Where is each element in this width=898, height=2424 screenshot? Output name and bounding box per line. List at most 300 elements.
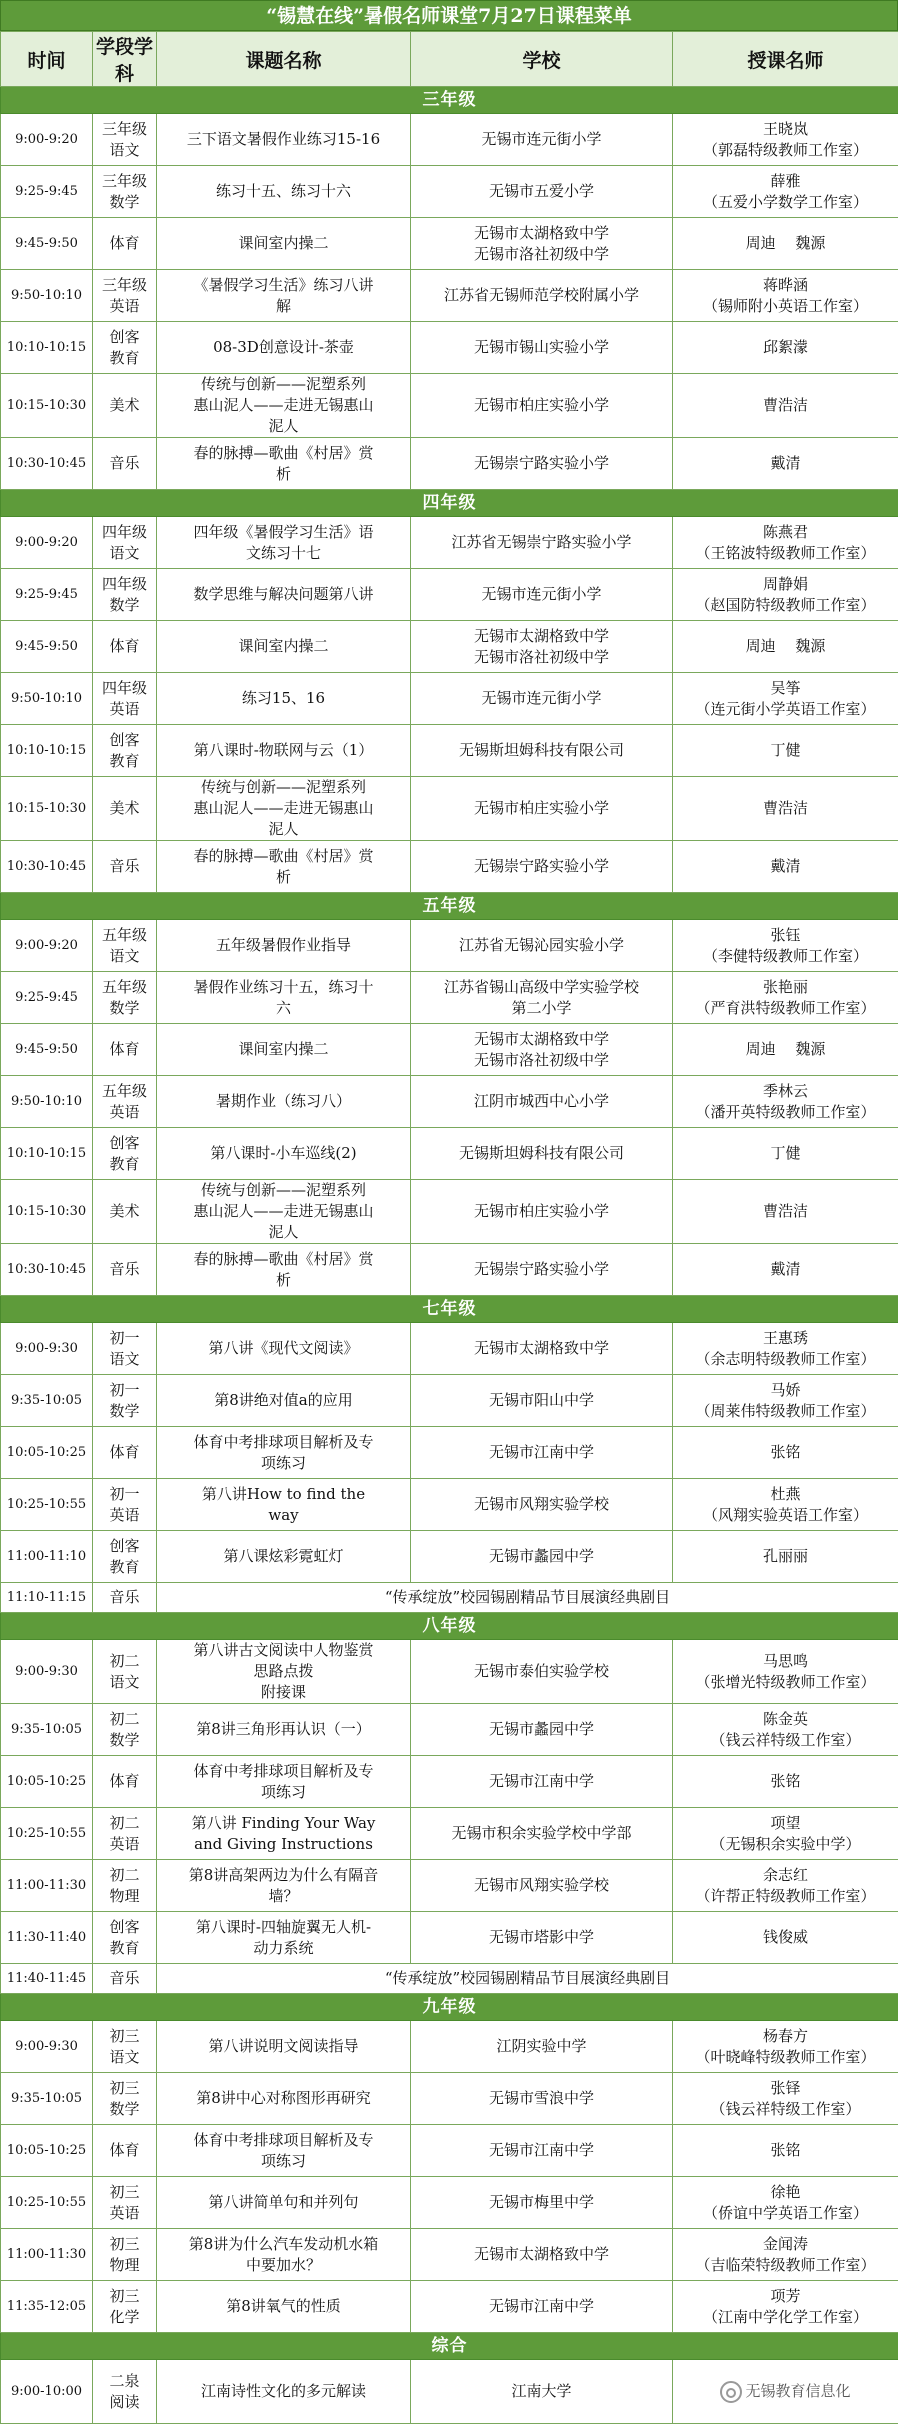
teacher-cell: [673, 1860, 898, 1912]
course-line: 课间室内操二: [165, 636, 402, 657]
teacher-cell: [673, 1375, 898, 1427]
course-line: 第八讲简单句和并列句: [165, 2192, 402, 2213]
course-line: 析: [165, 1270, 402, 1291]
course-line: 第8讲中心对称图形再研究: [165, 2088, 402, 2109]
teacher-line: （严育洪特级教师工作室）: [675, 998, 896, 1019]
school-cell: [411, 1128, 673, 1180]
course-cell: [157, 1531, 411, 1583]
time-cell: 10:15-10:30: [1, 777, 93, 841]
table-row: [1, 1964, 898, 1994]
course-line: and Giving Instructions: [165, 1834, 402, 1855]
subject-line: 数学: [95, 1730, 154, 1751]
course-cell: [157, 777, 411, 841]
teacher-line: 邱絮濛: [675, 337, 896, 358]
school-line: 无锡市洛社初级中学: [413, 647, 670, 668]
subject-cell: [93, 1640, 157, 1704]
subject-cell: [93, 218, 157, 270]
subject-line: 三年级: [95, 275, 154, 296]
table-row: [1, 1479, 898, 1531]
school-cell: [411, 569, 673, 621]
subject-line: 五年级: [95, 925, 154, 946]
teacher-cell: [673, 322, 898, 374]
course-cell: [157, 841, 411, 893]
school-line: 无锡市连元街小学: [413, 584, 670, 605]
subject-line: 英语: [95, 699, 154, 720]
table-row: [1, 1323, 898, 1375]
teacher-line: 周迪 魏源: [675, 636, 896, 657]
course-cell: [157, 1323, 411, 1375]
course-cell: [157, 673, 411, 725]
subject-line: 数学: [95, 595, 154, 616]
course-line: 暑期作业（练习八）: [165, 1091, 402, 1112]
teacher-cell: [673, 2229, 898, 2281]
teacher-cell: [673, 2021, 898, 2073]
subject-cell: [93, 777, 157, 841]
teacher-line: （侨谊中学英语工作室）: [675, 2203, 896, 2224]
school-line: 无锡崇宁路实验小学: [413, 856, 670, 877]
grade-section-title: 七年级: [1, 1296, 898, 1323]
school-line: 无锡市江南中学: [413, 2140, 670, 2161]
subject-line: 体育: [95, 2140, 154, 2161]
table-row: [1, 2281, 898, 2333]
course-cell: [157, 1756, 411, 1808]
course-line: 练习十五、练习十六: [165, 181, 402, 202]
subject-cell: [93, 2073, 157, 2125]
subject-line: 三年级: [95, 171, 154, 192]
course-line: 附接课: [165, 1682, 402, 1703]
course-line: 第八讲古文阅读中人物鉴赏: [165, 1640, 402, 1661]
school-cell: [411, 777, 673, 841]
teacher-line: 余志红: [675, 1865, 896, 1886]
teacher-cell: [673, 374, 898, 438]
teacher-line: （许帮正特级教师工作室）: [675, 1886, 896, 1907]
teacher-line: 孔丽丽: [675, 1546, 896, 1567]
teacher-cell: [673, 1704, 898, 1756]
school-line: 无锡斯坦姆科技有限公司: [413, 1143, 670, 1164]
table-row: [1, 1375, 898, 1427]
course-cell: [157, 2021, 411, 2073]
school-cell: [411, 1479, 673, 1531]
school-line: 无锡市洛社初级中学: [413, 1050, 670, 1071]
school-line: 无锡市连元街小学: [413, 129, 670, 150]
time-cell: 10:30-10:45: [1, 1244, 93, 1296]
teacher-line: （周莱伟特级教师工作室）: [675, 1401, 896, 1422]
school-cell: [411, 2229, 673, 2281]
schedule-body: [1, 87, 898, 2424]
teacher-line: 张艳丽: [675, 977, 896, 998]
time-cell: 10:15-10:30: [1, 1180, 93, 1244]
school-line: 江南大学: [413, 2381, 670, 2402]
course-line: 思路点拨: [165, 1661, 402, 1682]
time-cell: 10:05-10:25: [1, 2125, 93, 2177]
time-cell: 11:35-12:05: [1, 2281, 93, 2333]
teacher-line: 曹浩洁: [675, 395, 896, 416]
course-line: 文练习十七: [165, 543, 402, 564]
school-cell: [411, 1640, 673, 1704]
subject-cell: [93, 1912, 157, 1964]
subject-line: 教育: [95, 1938, 154, 1959]
course-line: 传统与创新——泥塑系列: [165, 777, 402, 798]
teacher-cell: [673, 1912, 898, 1964]
table-row: [1, 270, 898, 322]
time-cell: 9:00-9:30: [1, 1640, 93, 1704]
time-cell: 10:25-10:55: [1, 2177, 93, 2229]
time-cell: 9:45-9:50: [1, 218, 93, 270]
teacher-line: 钱俊威: [675, 1927, 896, 1948]
grade-section-title: 四年级: [1, 490, 898, 517]
table-row: [1, 2125, 898, 2177]
subject-cell: [93, 1427, 157, 1479]
teacher-line: 曹浩洁: [675, 798, 896, 819]
subject-line: 初二: [95, 1651, 154, 1672]
subject-line: 物理: [95, 1886, 154, 1907]
subject-cell: [93, 322, 157, 374]
course-line: 第8讲高架两边为什么有隔音: [165, 1865, 402, 1886]
school-line: 无锡市积余实验学校中学部: [413, 1823, 670, 1844]
teacher-line: （吉临荣特级教师工作室）: [675, 2255, 896, 2276]
teacher-line: 薛雅: [675, 171, 896, 192]
course-cell: [157, 1912, 411, 1964]
subject-line: 体育: [95, 1771, 154, 1792]
header-subject: 学段学科: [93, 32, 157, 87]
course-line: way: [165, 1505, 402, 1526]
teacher-cell: [673, 114, 898, 166]
teacher-line: 周静娟: [675, 574, 896, 595]
course-line: 第八讲How to find the: [165, 1484, 402, 1505]
teacher-cell: [673, 1756, 898, 1808]
course-cell: [157, 438, 411, 490]
subject-cell: [93, 1076, 157, 1128]
school-line: 江阴市城西中心小学: [413, 1091, 670, 1112]
school-cell: [411, 1375, 673, 1427]
school-cell: [411, 1180, 673, 1244]
teacher-line: 丁健: [675, 1143, 896, 1164]
teacher-line: （王铭波特级教师工作室）: [675, 543, 896, 564]
teacher-cell: [673, 2177, 898, 2229]
course-line: 泥人: [165, 819, 402, 840]
school-line: 无锡市蠡园中学: [413, 1546, 670, 1567]
subject-cell: [93, 114, 157, 166]
school-line: 无锡市连元街小学: [413, 688, 670, 709]
watermark-text: 无锡教育信息化: [745, 2382, 850, 2400]
subject-line: 音乐: [95, 1968, 154, 1989]
table-row: [1, 920, 898, 972]
subject-line: 五年级: [95, 1081, 154, 1102]
course-cell: [157, 1808, 411, 1860]
time-cell: 10:10-10:15: [1, 1128, 93, 1180]
school-cell: [411, 1860, 673, 1912]
teacher-cell: [673, 1323, 898, 1375]
course-line: 析: [165, 464, 402, 485]
teacher-cell: [673, 1244, 898, 1296]
teacher-cell: [673, 1076, 898, 1128]
course-line: 第八课时-四轴旋翼无人机-: [165, 1917, 402, 1938]
time-cell: 9:25-9:45: [1, 166, 93, 218]
schedule-table: [0, 31, 898, 2424]
course-line: 练习15、16: [165, 688, 402, 709]
time-cell: 11:10-11:15: [1, 1583, 93, 1613]
watermark-label: [720, 2382, 850, 2400]
grade-header-row: [1, 2333, 898, 2360]
subject-line: 初一: [95, 1380, 154, 1401]
page-title: “锡慧在线”暑假名师课堂7月27日课程菜单: [0, 0, 898, 31]
teacher-line: 王惠琇: [675, 1328, 896, 1349]
course-line: 体育中考排球项目解析及专: [165, 1432, 402, 1453]
table-row: [1, 438, 898, 490]
subject-line: 语文: [95, 1672, 154, 1693]
school-cell: [411, 1024, 673, 1076]
subject-cell: [93, 1808, 157, 1860]
course-cell: [157, 725, 411, 777]
subject-cell: [93, 1756, 157, 1808]
course-cell: [157, 1024, 411, 1076]
course-cell: [157, 1479, 411, 1531]
school-line: 无锡市塔影中学: [413, 1927, 670, 1948]
subject-line: 音乐: [95, 453, 154, 474]
course-cell: [157, 114, 411, 166]
subject-cell: [93, 1323, 157, 1375]
table-row: [1, 2073, 898, 2125]
teacher-line: （郭磊特级教师工作室）: [675, 140, 896, 161]
course-cell: [157, 2177, 411, 2229]
school-cell: [411, 270, 673, 322]
teacher-line: （无锡积余实验中学）: [675, 1834, 896, 1855]
teacher-line: 马娇: [675, 1380, 896, 1401]
teacher-line: 吴筝: [675, 678, 896, 699]
course-line: 解: [165, 296, 402, 317]
school-line: 无锡市太湖格致中学: [413, 626, 670, 647]
subject-line: 初三: [95, 2182, 154, 2203]
course-cell: [157, 1128, 411, 1180]
subject-line: 英语: [95, 2203, 154, 2224]
grade-header-row: [1, 1613, 898, 1640]
school-cell: [411, 2360, 673, 2424]
time-cell: 9:00-9:20: [1, 920, 93, 972]
subject-line: 初三: [95, 2078, 154, 2099]
course-line: 第八课时-物联网与云（1）: [165, 740, 402, 761]
table-row: [1, 1704, 898, 1756]
subject-line: 语文: [95, 2047, 154, 2068]
course-cell: [157, 2229, 411, 2281]
teacher-line: 金闻涛: [675, 2234, 896, 2255]
subject-cell: [93, 438, 157, 490]
course-line: 08-3D创意设计-茶壶: [165, 337, 402, 358]
course-line: 第8讲三角形再认识（一）: [165, 1719, 402, 1740]
subject-line: 体育: [95, 1039, 154, 1060]
course-line: 第八课炫彩霓虹灯: [165, 1546, 402, 1567]
school-cell: [411, 114, 673, 166]
school-line: 江苏省无锡师范学校附属小学: [413, 285, 670, 306]
header-course: 课题名称: [157, 32, 411, 87]
subject-cell: [93, 2177, 157, 2229]
school-line: 无锡崇宁路实验小学: [413, 453, 670, 474]
school-line: 无锡市太湖格致中学: [413, 223, 670, 244]
time-cell: 9:45-9:50: [1, 621, 93, 673]
time-cell: 9:00-9:30: [1, 1323, 93, 1375]
subject-line: 音乐: [95, 856, 154, 877]
school-line: 无锡市太湖格致中学: [413, 1029, 670, 1050]
school-cell: [411, 2125, 673, 2177]
teacher-cell: [673, 2281, 898, 2333]
course-cell: [157, 2281, 411, 2333]
subject-line: 教育: [95, 1557, 154, 1578]
school-cell: [411, 374, 673, 438]
merged-program-cell: “传承绽放”校园锡剧精品节目展演经典剧目: [157, 1583, 898, 1613]
subject-line: 物理: [95, 2255, 154, 2276]
course-line: 课间室内操二: [165, 1039, 402, 1060]
time-cell: 9:00-9:20: [1, 517, 93, 569]
grade-header-row: [1, 87, 898, 114]
time-cell: 9:50-10:10: [1, 673, 93, 725]
school-cell: [411, 517, 673, 569]
course-cell: [157, 972, 411, 1024]
teacher-cell: [673, 166, 898, 218]
subject-cell: [93, 1479, 157, 1531]
subject-line: 初三: [95, 2286, 154, 2307]
subject-line: 阅读: [95, 2392, 154, 2413]
teacher-line: （钱云祥特级工作室）: [675, 2099, 896, 2120]
school-cell: [411, 1323, 673, 1375]
teacher-line: 项芳: [675, 2286, 896, 2307]
course-line: 数学思维与解决问题第八讲: [165, 584, 402, 605]
school-line: 江阴实验中学: [413, 2036, 670, 2057]
table-row: [1, 1912, 898, 1964]
school-cell: [411, 218, 673, 270]
table-row: [1, 1640, 898, 1704]
time-cell: 10:10-10:15: [1, 322, 93, 374]
subject-line: 体育: [95, 1442, 154, 1463]
header-row: [1, 32, 898, 87]
school-cell: [411, 1531, 673, 1583]
table-row: [1, 1076, 898, 1128]
teacher-line: 陈金英: [675, 1709, 896, 1730]
school-line: 无锡市锡山实验小学: [413, 337, 670, 358]
table-row: [1, 621, 898, 673]
course-cell: [157, 2125, 411, 2177]
school-cell: [411, 2021, 673, 2073]
time-cell: 9:35-10:05: [1, 1704, 93, 1756]
course-line: 《暑假学习生活》练习八讲: [165, 275, 402, 296]
subject-line: 英语: [95, 1102, 154, 1123]
course-cell: [157, 920, 411, 972]
course-line: 暑假作业练习十五，练习十: [165, 977, 402, 998]
teacher-line: 周迪 魏源: [675, 1039, 896, 1060]
time-cell: 9:45-9:50: [1, 1024, 93, 1076]
school-line: 无锡市江南中学: [413, 1771, 670, 1792]
subject-line: 初一: [95, 1484, 154, 1505]
time-cell: 10:15-10:30: [1, 374, 93, 438]
subject-line: 创客: [95, 1133, 154, 1154]
school-cell: [411, 725, 673, 777]
time-cell: 10:30-10:45: [1, 841, 93, 893]
teacher-cell: [673, 1479, 898, 1531]
teacher-line: 张钰: [675, 925, 896, 946]
course-line: 泥人: [165, 416, 402, 437]
teacher-cell: [673, 1427, 898, 1479]
subject-cell: [93, 1964, 157, 1994]
subject-cell: [93, 1583, 157, 1613]
teacher-line: 张铭: [675, 1442, 896, 1463]
time-cell: 10:30-10:45: [1, 438, 93, 490]
subject-line: 数学: [95, 2099, 154, 2120]
table-row: [1, 972, 898, 1024]
teacher-cell: [673, 2360, 898, 2424]
subject-line: 数学: [95, 192, 154, 213]
subject-line: 音乐: [95, 1587, 154, 1608]
table-row: [1, 1583, 898, 1613]
subject-line: 四年级: [95, 678, 154, 699]
subject-cell: [93, 2229, 157, 2281]
subject-line: 美术: [95, 798, 154, 819]
subject-cell: [93, 374, 157, 438]
course-line: 第8讲为什么汽车发动机水箱: [165, 2234, 402, 2255]
course-line: 春的脉搏—歌曲《村居》赏: [165, 443, 402, 464]
school-cell: [411, 2177, 673, 2229]
teacher-line: 马思鸣: [675, 1651, 896, 1672]
teacher-cell: [673, 777, 898, 841]
school-line: 无锡市江南中学: [413, 1442, 670, 1463]
course-line: 第八课时-小车巡线(2): [165, 1143, 402, 1164]
merged-program-cell: “传承绽放”校园锡剧精品节目展演经典剧目: [157, 1964, 898, 1994]
table-row: [1, 374, 898, 438]
table-row: [1, 1427, 898, 1479]
course-line: 墙？: [165, 1886, 402, 1907]
school-cell: [411, 841, 673, 893]
header-teacher: 授课名师: [673, 32, 898, 87]
school-line: 无锡市蠡园中学: [413, 1719, 670, 1740]
grade-header-row: [1, 893, 898, 920]
course-line: 惠山泥人——走进无锡惠山: [165, 798, 402, 819]
course-line: 传统与创新——泥塑系列: [165, 1180, 402, 1201]
subject-line: 音乐: [95, 1259, 154, 1280]
teacher-line: （潘开英特级教师工作室）: [675, 1102, 896, 1123]
school-cell: [411, 2281, 673, 2333]
subject-line: 初三: [95, 2026, 154, 2047]
subject-cell: [93, 1180, 157, 1244]
course-line: 江南诗性文化的多元解读: [165, 2381, 402, 2402]
time-cell: 9:50-10:10: [1, 270, 93, 322]
table-row: [1, 777, 898, 841]
course-cell: [157, 1860, 411, 1912]
teacher-cell: [673, 2073, 898, 2125]
course-cell: [157, 1704, 411, 1756]
teacher-line: （叶晓峰特级教师工作室）: [675, 2047, 896, 2068]
time-cell: 11:00-11:30: [1, 1860, 93, 1912]
table-row: [1, 1531, 898, 1583]
subject-line: 英语: [95, 296, 154, 317]
school-cell: [411, 920, 673, 972]
grade-header-row: [1, 490, 898, 517]
course-line: 春的脉搏—歌曲《村居》赏: [165, 1249, 402, 1270]
teacher-line: （李健特级教师工作室）: [675, 946, 896, 967]
subject-line: 四年级: [95, 522, 154, 543]
subject-cell: [93, 1704, 157, 1756]
teacher-cell: [673, 1640, 898, 1704]
header-time: 时间: [1, 32, 93, 87]
subject-line: 初二: [95, 1709, 154, 1730]
subject-line: 英语: [95, 1834, 154, 1855]
subject-cell: [93, 972, 157, 1024]
teacher-cell: [673, 972, 898, 1024]
school-line: 无锡市阳山中学: [413, 1390, 670, 1411]
school-line: 无锡市泰伯实验学校: [413, 1661, 670, 1682]
teacher-cell: [673, 270, 898, 322]
course-line: 析: [165, 867, 402, 888]
teacher-cell: [673, 621, 898, 673]
header-school: 学校: [411, 32, 673, 87]
school-cell: [411, 1808, 673, 1860]
subject-cell: [93, 1244, 157, 1296]
